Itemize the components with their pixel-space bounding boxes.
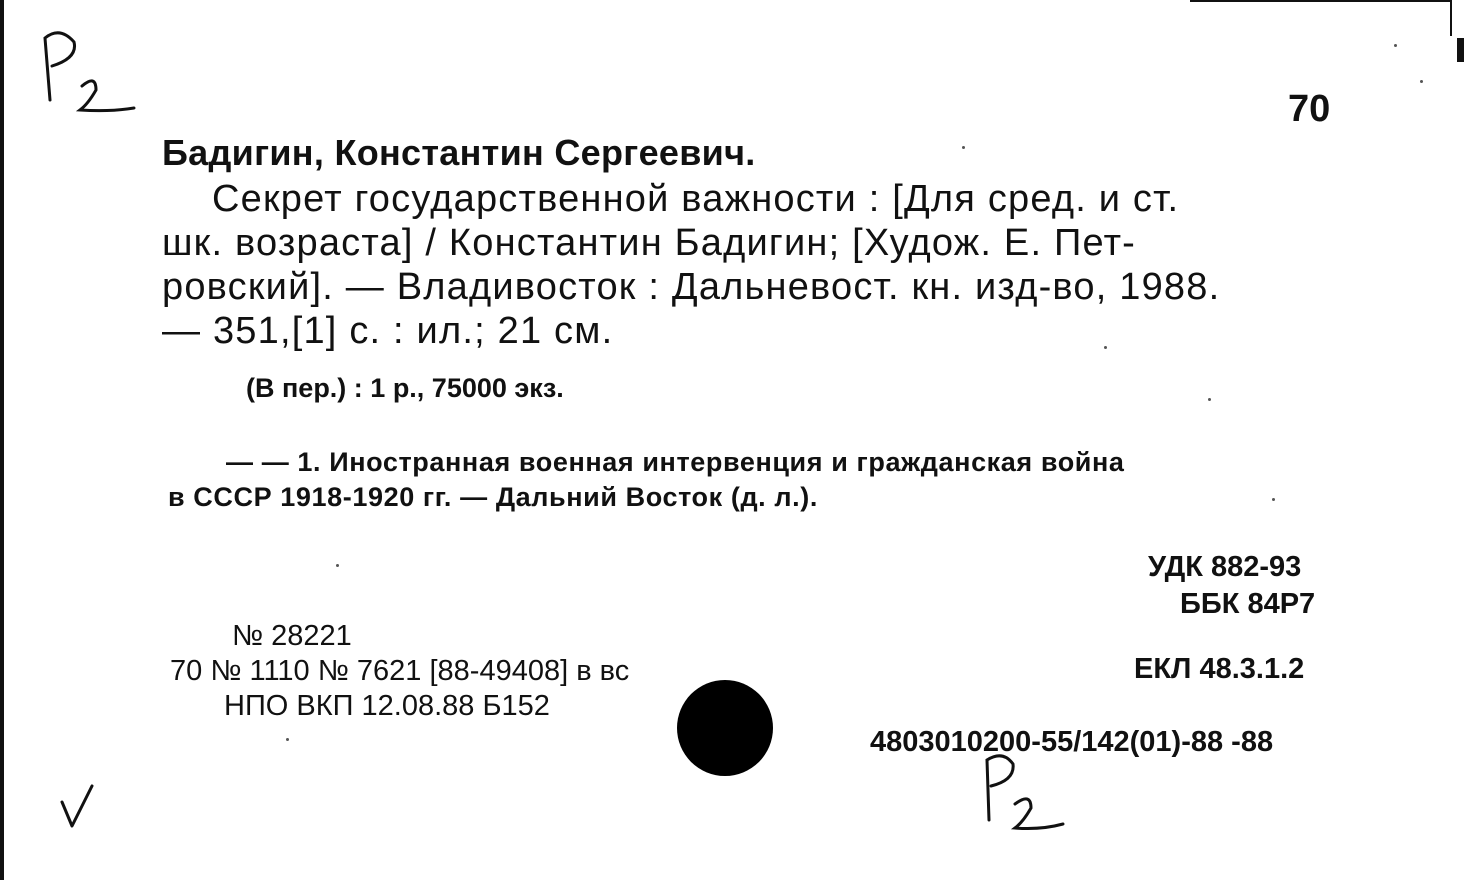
price-line: (В пер.) : 1 р., 75000 экз. — [246, 373, 564, 403]
card-left-edge — [0, 0, 4, 880]
description-line-3: ровский]. — Владивосток : Дальневост. кн. изд-во, 1988. — [162, 266, 1221, 308]
record-line-1: № 28221 — [232, 620, 352, 652]
bbk-code: ББК 84Р7 — [1180, 588, 1316, 620]
scan-speck — [962, 146, 965, 149]
scan-speck — [1208, 398, 1211, 401]
subject-line-2: в СССР 1918-1920 гг. — Дальний Восток (д. л.). — [168, 482, 818, 512]
scan-speck — [1272, 498, 1275, 501]
scan-speck — [336, 564, 339, 567]
description-line-2: шк. возраста] / Константин Бадигин; [Худож. Е. Пет- — [162, 222, 1137, 264]
scan-speck — [286, 738, 289, 741]
scan-speck — [1394, 44, 1397, 47]
subject-line-1: — — 1. Иностранная военная интервенция и гражданская война — [226, 447, 1125, 477]
isbn-code: 4803010200-55/142(01)-88 -88 — [870, 726, 1274, 758]
description-line-4: — 351,[1] с. : ил.; 21 см. — [162, 310, 614, 352]
scan-speck — [1420, 80, 1423, 83]
record-line-3: НПО ВКП 12.08.88 Б152 — [224, 690, 550, 722]
ekl-code: ЕКЛ 48.3.1.2 — [1134, 653, 1305, 685]
card-top-edge — [1190, 0, 1450, 2]
card-number: 70 — [1288, 88, 1331, 130]
card-right-edge — [1450, 0, 1452, 36]
record-line-2: 70 № 1110 № 7621 [88-49408] в вс — [170, 655, 630, 687]
card-edge-mark — [1457, 38, 1464, 62]
handwritten-p2-bottom-icon — [975, 752, 1070, 832]
punch-hole — [677, 680, 773, 776]
handwritten-p2-top-icon — [30, 28, 140, 113]
check-mark-icon — [58, 782, 98, 832]
author-heading: Бадигин, Константин Сергеевич. — [162, 132, 756, 173]
description-line-1: Секрет государственной важности : [Для сред. и ст. — [212, 178, 1180, 220]
udk-code: УДК 882-93 — [1148, 551, 1302, 583]
scan-speck — [1104, 346, 1107, 349]
